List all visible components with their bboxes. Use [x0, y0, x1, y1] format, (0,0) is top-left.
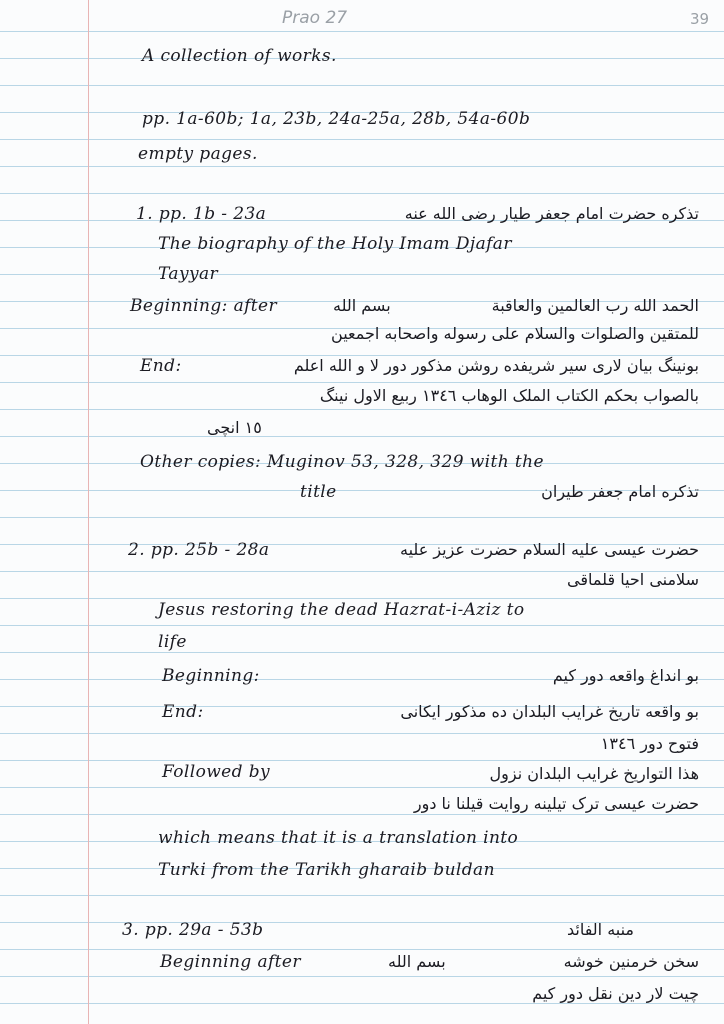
work2-end-arabic: بو واقعه تاریخ غرایب البلدان ده مذکور ایکانی [400, 702, 699, 721]
work1-beginning-arabic: الحمد الله رب العالمین والعاقبة [491, 296, 699, 315]
title-line: A collection of works. [142, 46, 337, 66]
translation-note: which means that it is a translation into [158, 828, 519, 848]
work1-english-title: The biography of the Holy Imam Djafar [158, 234, 512, 254]
followed-by-label: Followed by [162, 762, 270, 782]
margin-line [88, 0, 89, 1024]
followed-by-arabic: هذا التواریخ غرایب البلدان نزول [489, 764, 699, 783]
work1-beginning-arabic-cont: للمتقین والصلوات والسلام علی رسوله واصحابه اجمعین [331, 324, 699, 343]
work2-beginning-arabic: بو انداغ واقعه دور کیم [552, 666, 699, 685]
work3-beginning-label: Beginning after [160, 952, 301, 972]
other-copies-arabic-title: تذکره امام جعفر طیران [541, 482, 699, 501]
translation-note-cont: Turki from the Tarikh gharaib buldan [158, 860, 495, 880]
work2-english-title-cont: life [158, 632, 187, 652]
other-copies-line: Other copies: Muginov 53, 328, 329 with the [140, 452, 544, 472]
work2-number: 2. pp. 25b - 28a [128, 540, 270, 560]
work3-number: 3. pp. 29a - 53b [122, 920, 264, 940]
work1-number: 1. pp. 1b - 23a [136, 204, 267, 224]
work3-beginning-arabic: سخن خرمنین خوشه [563, 952, 699, 971]
work1-end-arabic: بونینگ بیان لاری سیر شریفده روشن مذکور دور لا و الله اعلم [293, 356, 699, 375]
pencil-shelfmark: Prao 27 [282, 8, 348, 28]
work3-beginning-arabic-cont: چیت لار دین نقل دور کیم [532, 984, 699, 1003]
work2-beginning-label: Beginning: [162, 666, 260, 686]
work1-end-arabic-date: ١٥ انچی [207, 418, 262, 437]
page-number: 39 [690, 10, 710, 28]
work1-basmala: بسم الله [333, 296, 391, 315]
work2-english-title: Jesus restoring the dead Hazrat-i-Aziz to [158, 600, 525, 620]
work2-arabic-title: حضرت عیسی علیه السلام حضرت عزیز علیه [399, 540, 699, 559]
work2-arabic-title-cont: سلامنی احیا قلماقی [567, 570, 699, 589]
work1-english-title-cont: Tayyar [158, 264, 219, 284]
followed-by-arabic-cont: حضرت عیسی ترک تیلینه روایت قیلنا نا دور [413, 794, 699, 813]
work1-end-arabic-cont: بالصواب بحکم الکتاب الملک الوهاب ١٣٤٦ ربیع الاول نینگ [319, 386, 699, 405]
work3-basmala: بسم الله [388, 952, 446, 971]
other-copies-title-label: title [300, 482, 337, 502]
work2-end-arabic-date: فتوح دور ١٣٤٦ [600, 734, 699, 753]
work2-end-label: End: [162, 702, 204, 722]
work1-end-label: End: [140, 356, 182, 376]
work1-arabic-title: تذکره حضرت امام جعفر طیار رضی الله عنه [404, 204, 699, 223]
work1-beginning-label: Beginning: after [130, 296, 278, 316]
work3-arabic-title: منبه الفائد [566, 920, 634, 939]
empty-pages-line: empty pages. [138, 144, 258, 164]
pages-line: pp. 1a-60b; 1a, 23b, 24a-25a, 28b, 54a-60b [142, 109, 531, 129]
